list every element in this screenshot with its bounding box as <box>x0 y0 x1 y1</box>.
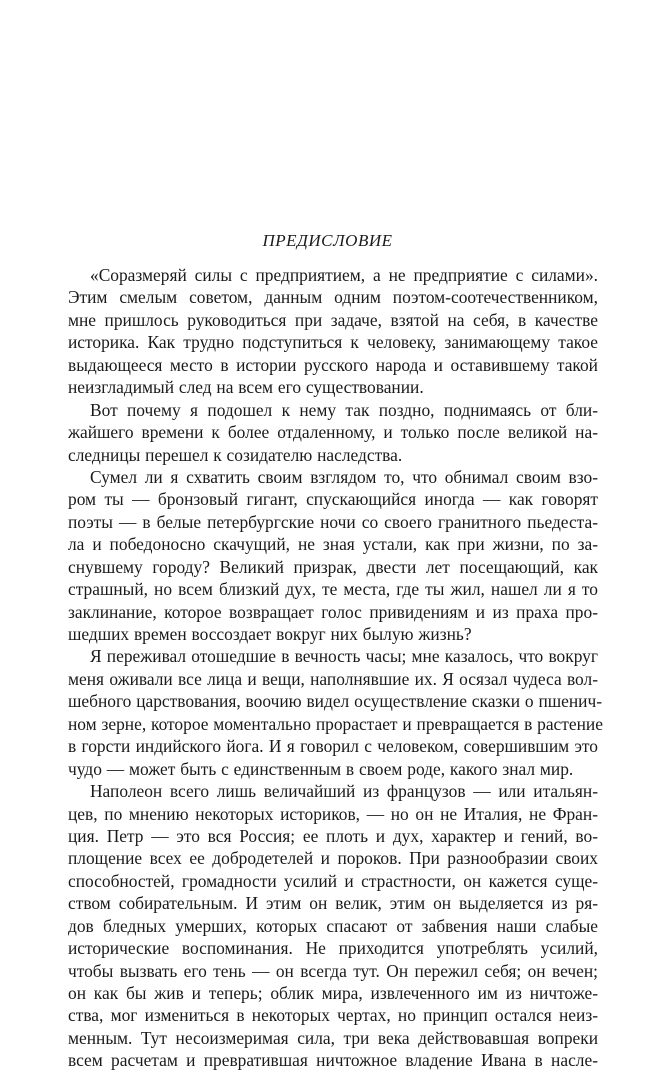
text-line: шедших времен воссоздает вокруг них былую жизнь? <box>68 624 472 644</box>
text-line: заклинание, которое возвращает голос привидениям и из праха про- <box>68 601 598 622</box>
text-line: ства, мог измениться в некоторых чертах, но принцип остался неиз- <box>68 1005 598 1026</box>
text-line: ром ты — бронзовый гигант, спускающийся иногда — как говорят <box>68 489 598 510</box>
text-line: всем расчетам и превратившая ничтожное владение Ивана в насле- <box>68 1050 598 1071</box>
text-line: шебного царствования, воочию видел осуществление сказки о пшенич- <box>68 691 603 712</box>
text-line: исторические воспоминания. Не приходится употреблять усилий, <box>68 938 598 959</box>
text-line: ством собирательным. И этим он велик, этим он выделяется из ря- <box>68 893 598 914</box>
text-line: «Соразмеряй силы с предприятием, а не предприятие с силами». <box>90 265 598 285</box>
body-text <box>68 264 603 1072</box>
text-line: способностей, громадности усилий и страстности, он кажется суще- <box>68 870 598 891</box>
text-line: ция. Петр — это вся Россия; ее плоть и дух, характер и гений, во- <box>68 825 598 846</box>
text-line: менным. Тут несоизмеримая сила, три века действовавшая вопреки <box>68 1027 598 1048</box>
text-line: выдающееся место в истории русского народа и оставившему такой <box>68 354 598 375</box>
text-line: Этим смелым советом, данным одним поэтом-соотечественником, <box>68 287 598 308</box>
text-line: дов бледных умерших, которых спасают от забвения наши слабые <box>68 915 598 936</box>
text-line: жайшего времени к более отдаленному, и только после великой на- <box>68 422 598 443</box>
text-line: чтобы вызвать его тень — он всегда тут. Он пережил себя; он вечен; <box>68 960 598 981</box>
text-line: следницы перешел к созидателю наследства. <box>68 444 403 465</box>
text-line: в горсти индийского йога. И я говорил с человеком, совершившим это <box>68 736 598 757</box>
text-line: поэты — в белые петербургские ночи со своего гранитного пьедеста- <box>68 511 598 532</box>
text-line: чудо — может быть с единственным в своем роде, какого знал мир. <box>68 758 574 779</box>
text-line: Наполеон всего лишь величайший из французов — или итальян- <box>90 781 598 802</box>
chapter-title: ПРЕДИСЛОВИЕ <box>262 231 393 250</box>
text-line: ла и победоносно скачущий, не зная устали, как при жизни, по за- <box>68 534 598 555</box>
paragraph <box>68 264 598 399</box>
text-line: Сумел ли я схватить своим взглядом то, что обнимал своим взо- <box>90 466 598 487</box>
text-line: Вот почему я подошел к нему так поздно, поднимаясь от бли- <box>90 399 598 420</box>
text-line: площение всех ее добродетелей и пороков. При разнообразии своих <box>68 848 598 869</box>
text-line: цев, по мнению некоторых историков, — но он не Италия, не Фран- <box>68 803 598 824</box>
text-line: историка. Как трудно подступиться к человеку, занимающему такое <box>68 332 598 353</box>
text-line: ном зерне, которое моментально прорастает и превращается в растение <box>68 713 603 734</box>
text-line: мне пришлось руководиться при задаче, взятой на себя, в качестве <box>68 309 598 330</box>
paragraph <box>68 645 603 780</box>
text-line: неизгладимый след на всем его существовании. <box>68 377 424 398</box>
text-line: снувшему городу? Великий призрак, двести лет посещающий, как <box>68 556 598 577</box>
paragraph <box>68 466 598 646</box>
paragraph <box>68 399 598 466</box>
text-line: страшный, но всем близкий дух, те места, где ты жил, нашел ли я то <box>68 579 598 600</box>
text-line: он как бы жив и теперь; облик мира, извлеченного им из ничтоже- <box>68 983 598 1003</box>
paragraph <box>68 780 598 1072</box>
text-line: Я переживал отошедшие в вечность часы; мне казалось, что вокруг <box>90 646 598 667</box>
text-line: меня оживали все лица и вещи, наполнявшие их. Я осязал чудеса вол- <box>68 668 598 689</box>
